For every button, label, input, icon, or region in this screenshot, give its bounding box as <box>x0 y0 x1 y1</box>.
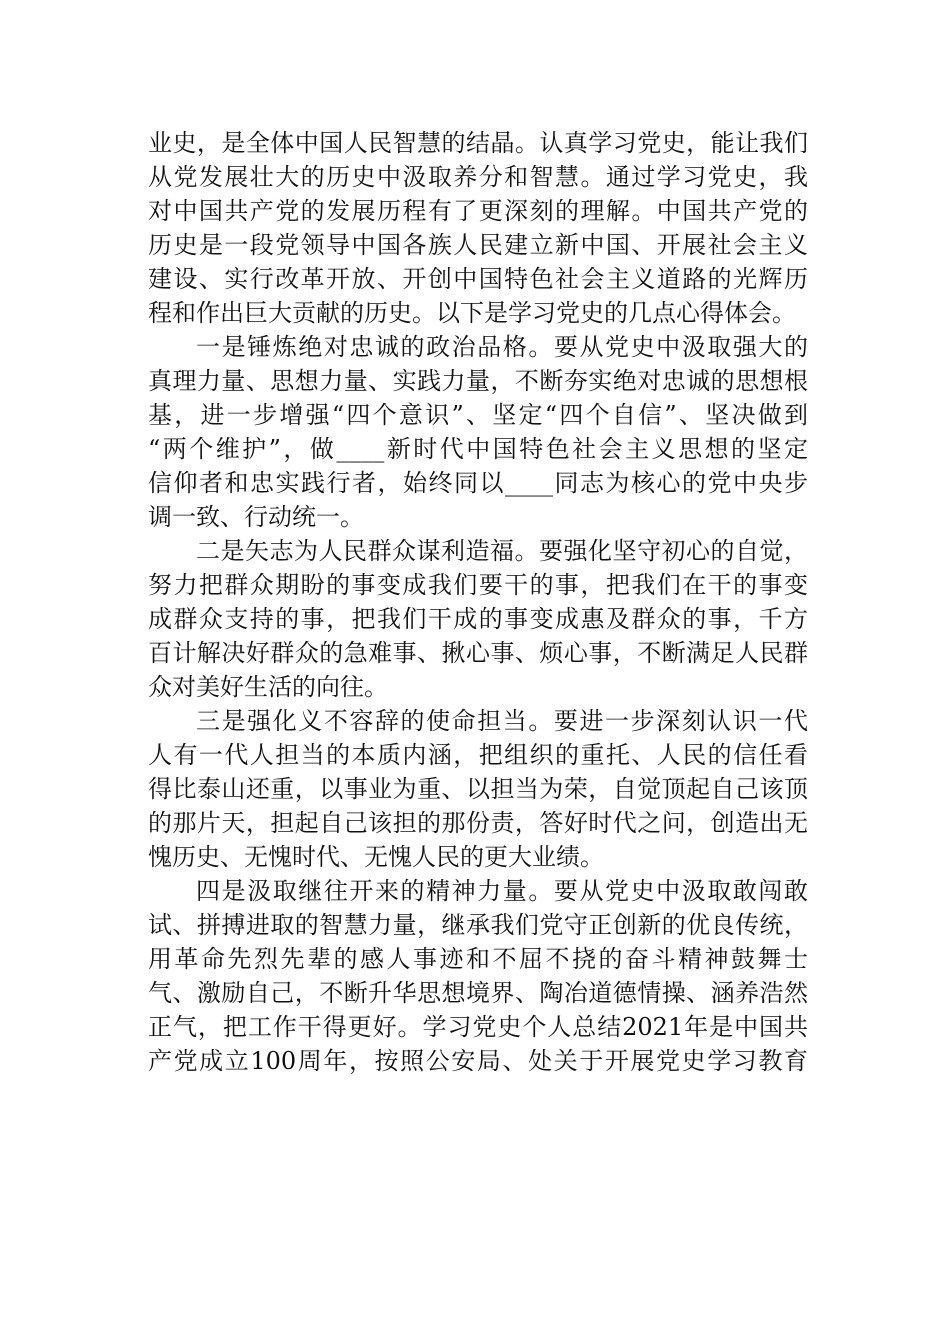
text-line: 得比泰山还重，以事业为重、以担当为荣，自觉顶起自己该顶 <box>148 775 808 803</box>
paragraph-four-start: 四是汲取继往开来的精神力量。要从党史中汲取敢闯敢 <box>196 877 808 905</box>
text-line: 的那片天，担起自己该担的那份责，答好时代之问，创造出无 <box>148 809 808 837</box>
text-line: 努力把群众期盼的事变成我们要干的事，把我们在干的事变 <box>148 571 808 599</box>
text-line: 用革命先烈先辈的感人事迹和不屈不挠的奋斗精神鼓舞士 <box>148 945 808 973</box>
body-text <box>148 126 808 1078</box>
text-line: 基，进一步增强“四个意识”、坚定“四个自信”、坚决做到 <box>148 401 808 429</box>
text-line: 程和作出巨大贡献的历史。以下是学习党史的几点心得体会。 <box>148 299 796 327</box>
text-line: 人有一代人担当的本质内涵，把组织的重托、人民的信任看 <box>148 741 808 769</box>
text-line: “两个维护”，做____新时代中国特色社会主义思想的坚定 <box>148 435 808 463</box>
text-line: 从党发展壮大的历史中汲取养分和智慧。通过学习党史，我 <box>148 163 808 191</box>
paragraph-one-start: 一是锤炼绝对忠诚的政治品格。要从党史中汲取强大的 <box>196 333 808 361</box>
text-line: 正气，把工作干得更好。学习党史个人总结2021年是中国共 <box>148 1013 808 1041</box>
text-line: 气、激励自己，不断升华思想境界、陶冶道德情操、涵养浩然 <box>148 979 808 1007</box>
text-line: 建设、实行改革开放、开创中国特色社会主义道路的光辉历 <box>148 265 808 293</box>
text-line: 真理力量、思想力量、实践力量，不断夯实绝对忠诚的思想根 <box>148 367 808 395</box>
text-line: 百计解决好群众的急难事、揪心事、烦心事，不断满足人民群 <box>148 639 808 667</box>
text-line: 调一致、行动统一。 <box>148 503 364 531</box>
text-line: 历史是一段党领导中国各族人民建立新中国、开展社会主义 <box>148 231 808 259</box>
text-line: 对中国共产党的发展历程有了更深刻的理解。中国共产党的 <box>148 197 808 225</box>
text-line: 业史，是全体中国人民智慧的结晶。认真学习党史，能让我们 <box>148 129 808 157</box>
text-line: 试、拼搏进取的智慧力量，继承我们党守正创新的优良传统， <box>148 911 808 939</box>
text-line: 众对美好生活的向往。 <box>148 673 388 701</box>
text-line: 产党成立100周年，按照公安局、处关于开展党史学习教育 <box>148 1047 808 1075</box>
text-line: 成群众支持的事，把我们干成的事变成惠及群众的事，千方 <box>148 605 808 633</box>
text-line: 信仰者和忠实践行者，始终同以____同志为核心的党中央步 <box>148 469 808 497</box>
paragraph-two-start: 二是矢志为人民群众谋利造福。要强化坚守初心的自觉， <box>196 537 808 565</box>
text-line: 愧历史、无愧时代、无愧人民的更大业绩。 <box>148 843 604 871</box>
paragraph-three-start: 三是强化义不容辞的使命担当。要进一步深刻认识一代 <box>196 707 808 735</box>
